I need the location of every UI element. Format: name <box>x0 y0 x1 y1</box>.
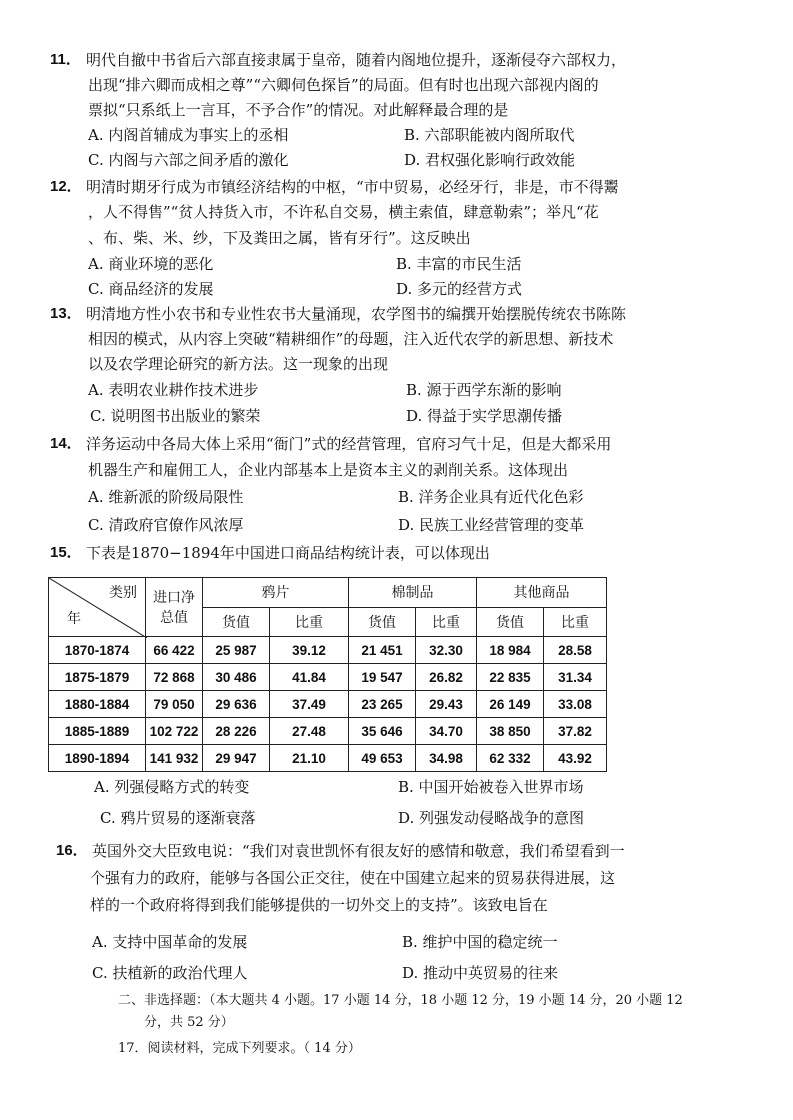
table-row <box>49 718 607 745</box>
row-cotton-value: 21 451 <box>349 637 416 664</box>
question-text-line: 明清地方性小农书和专业性农书大量涌现，农学图书的编撰开始摆脱传统农书陈陈 <box>86 305 627 323</box>
option-b[interactable]: B. 洋务企业具有近代化色彩 <box>398 488 584 506</box>
question-text-line: 明代自撤中书省后六部直接隶属于皇帝，随着内阁地位提升，逐渐侵夺六部权力， <box>86 51 627 69</box>
sub-header-value: 货值 <box>203 607 270 637</box>
row-cotton-ratio: 32.30 <box>416 637 477 664</box>
row-other-ratio: 37.82 <box>544 718 607 745</box>
row-opium-value: 29 636 <box>203 691 270 718</box>
row-other-ratio: 28.58 <box>544 637 607 664</box>
row-cotton-value: 35 646 <box>349 718 416 745</box>
row-import-total: 141 932 <box>146 745 203 772</box>
question-text-line: 明清时期牙行成为市镇经济结构的中枢，“市中贸易，必经牙行，非是，市不得鬻 <box>86 178 619 196</box>
row-import-total: 102 722 <box>146 718 203 745</box>
option-c[interactable]: C. 鸦片贸易的逐渐衰落 <box>100 809 256 827</box>
row-import-total: 79 050 <box>146 691 203 718</box>
option-c[interactable]: C. 扶植新的政治代理人 <box>92 964 248 982</box>
row-opium-ratio: 21.10 <box>270 745 349 772</box>
section-heading-line: 二、非选择题：（本大题共 4 小题。17 小题 14 分，18 小题 12 分，19 小题 14 分，20 小题 12 <box>118 993 683 1008</box>
table-row <box>49 745 607 772</box>
row-year: 1875-1879 <box>49 664 146 691</box>
row-opium-ratio: 39.12 <box>270 637 349 664</box>
row-other-value: 26 149 <box>477 691 544 718</box>
option-b[interactable]: B. 维护中国的稳定统一 <box>402 933 558 951</box>
question-number: 15． <box>50 544 82 561</box>
row-opium-value: 28 226 <box>203 718 270 745</box>
row-import-total: 72 868 <box>146 664 203 691</box>
question-text-line: 以及农学理论研究的新方法。这一现象的出现 <box>88 355 389 373</box>
question-text-line: 下表是1870−1894年中国进口商品结构统计表，可以体现出 <box>86 544 490 562</box>
table-row <box>49 691 607 718</box>
row-cotton-value: 23 265 <box>349 691 416 718</box>
row-year: 1870-1874 <box>49 637 146 664</box>
row-opium-ratio: 41.84 <box>270 664 349 691</box>
question-text-line: 票拟“只系纸上一言耳，不予合作”的情况。对此解释最合理的是 <box>88 101 509 119</box>
option-b[interactable]: B. 六部职能被内阁所取代 <box>404 126 575 144</box>
question-text-line: 洋务运动中各局大体上采用“衙门”式的经营管理，官府习气十足，但是大都采用 <box>86 435 612 453</box>
row-other-ratio: 43.92 <box>544 745 607 772</box>
question-text-line: ，人不得售”“贫人持货入市，不许私自交易，横主索值，肆意勒索”；举凡“花 <box>88 203 599 221</box>
question-text-line: 机器生产和雇佣工人，企业内部基本上是资本主义的剥削关系。这体现出 <box>88 461 569 479</box>
row-import-total: 66 422 <box>146 637 203 664</box>
row-other-value: 18 984 <box>477 637 544 664</box>
row-year: 1880-1884 <box>49 691 146 718</box>
group-header-cotton: 棉制品 <box>349 578 477 608</box>
import-total-header: 进口净总值 <box>146 578 203 637</box>
option-b[interactable]: B. 源于西学东渐的影响 <box>406 381 562 399</box>
sub-header-ratio: 比重 <box>544 607 607 637</box>
option-a[interactable]: A. 支持中国革命的发展 <box>92 933 248 951</box>
row-opium-ratio: 37.49 <box>270 691 349 718</box>
row-opium-value: 29 947 <box>203 745 270 772</box>
option-c[interactable]: C. 说明图书出版业的繁荣 <box>90 407 261 425</box>
question-17-heading: 17．阅读材料，完成下列要求。（ 14 分） <box>118 1041 361 1056</box>
question-number: 14． <box>50 435 82 452</box>
option-a[interactable]: A. 列强侵略方式的转变 <box>94 778 250 796</box>
row-other-value: 22 835 <box>477 664 544 691</box>
row-cotton-ratio: 29.43 <box>416 691 477 718</box>
option-c[interactable]: C. 内阁与六部之间矛盾的激化 <box>88 151 289 169</box>
row-other-ratio: 31.34 <box>544 664 607 691</box>
option-d[interactable]: D. 得益于实学思潮传播 <box>406 407 563 425</box>
question-number: 13． <box>50 305 82 322</box>
question-number: 12． <box>50 178 82 195</box>
option-c[interactable]: C. 清政府官僚作风浓厚 <box>88 516 244 534</box>
question-text-line: 出现“排六卿而成相之尊”“六卿伺色探旨”的局面。但有时也出现六部视内阁的 <box>88 76 599 94</box>
option-d[interactable]: D. 君权强化影响行政效能 <box>404 151 576 169</box>
option-d[interactable]: D. 推动中英贸易的往来 <box>402 964 559 982</box>
row-other-ratio: 33.08 <box>544 691 607 718</box>
option-a[interactable]: A. 内阁首辅成为事实上的丞相 <box>88 126 289 144</box>
row-opium-value: 30 486 <box>203 664 270 691</box>
row-cotton-ratio: 34.98 <box>416 745 477 772</box>
row-year: 1890-1894 <box>49 745 146 772</box>
row-year: 1885-1889 <box>49 718 146 745</box>
row-other-value: 38 850 <box>477 718 544 745</box>
question-text-line: 样的一个政府将得到我们能够提供的一切外交上的支持”。该致电旨在 <box>90 896 548 914</box>
question-text-line: 、布、柴、米、纱，下及粪田之属，皆有牙行”。这反映出 <box>88 229 471 247</box>
group-header-opium: 鸦片 <box>203 578 349 608</box>
question-text-line: 英国外交大臣致电说：“我们对袁世凯怀有很友好的感情和敬意，我们希望看到一 <box>92 842 625 860</box>
option-c[interactable]: C. 商品经济的发展 <box>88 280 214 298</box>
row-cotton-value: 49 653 <box>349 745 416 772</box>
question-text-line: 个强有力的政府，能够与各国公正交往，使在中国建立起来的贸易获得进展，这 <box>90 869 616 887</box>
option-a[interactable]: A. 表明农业耕作技术进步 <box>88 381 259 399</box>
option-d[interactable]: D. 民族工业经营管理的变革 <box>398 516 585 534</box>
row-cotton-ratio: 26.82 <box>416 664 477 691</box>
option-d[interactable]: D. 列强发动侵略战争的意图 <box>398 809 585 827</box>
table-row <box>49 664 607 691</box>
question-text-line: 相因的模式，从内容上突破“精耕细作”的母题，注入近代农学的新思想、新技术 <box>88 330 614 348</box>
corner-top-label: 类别 <box>109 584 137 600</box>
table-row <box>49 637 607 664</box>
option-a[interactable]: A. 维新派的阶级局限性 <box>88 488 244 506</box>
question-number: 16． <box>56 842 88 859</box>
corner-bottom-label: 年 <box>67 610 81 626</box>
option-d[interactable]: D. 多元的经营方式 <box>396 280 523 298</box>
row-other-value: 62 332 <box>477 745 544 772</box>
import-structure-table <box>48 577 607 772</box>
group-header-other: 其他商品 <box>477 578 607 608</box>
sub-header-ratio: 比重 <box>270 607 349 637</box>
sub-header-ratio: 比重 <box>416 607 477 637</box>
sub-header-value: 货值 <box>477 607 544 637</box>
option-b[interactable]: B. 中国开始被卷入世界市场 <box>398 778 584 796</box>
option-b[interactable]: B. 丰富的市民生活 <box>396 255 522 273</box>
sub-header-value: 货值 <box>349 607 416 637</box>
question-number: 11． <box>50 51 81 68</box>
section-heading-line: 分，共 52 分） <box>144 1015 234 1030</box>
row-opium-value: 25 987 <box>203 637 270 664</box>
option-a[interactable]: A. 商业环境的恶化 <box>88 255 214 273</box>
table-corner-cell <box>49 578 146 637</box>
row-cotton-ratio: 34.70 <box>416 718 477 745</box>
row-opium-ratio: 27.48 <box>270 718 349 745</box>
row-cotton-value: 19 547 <box>349 664 416 691</box>
